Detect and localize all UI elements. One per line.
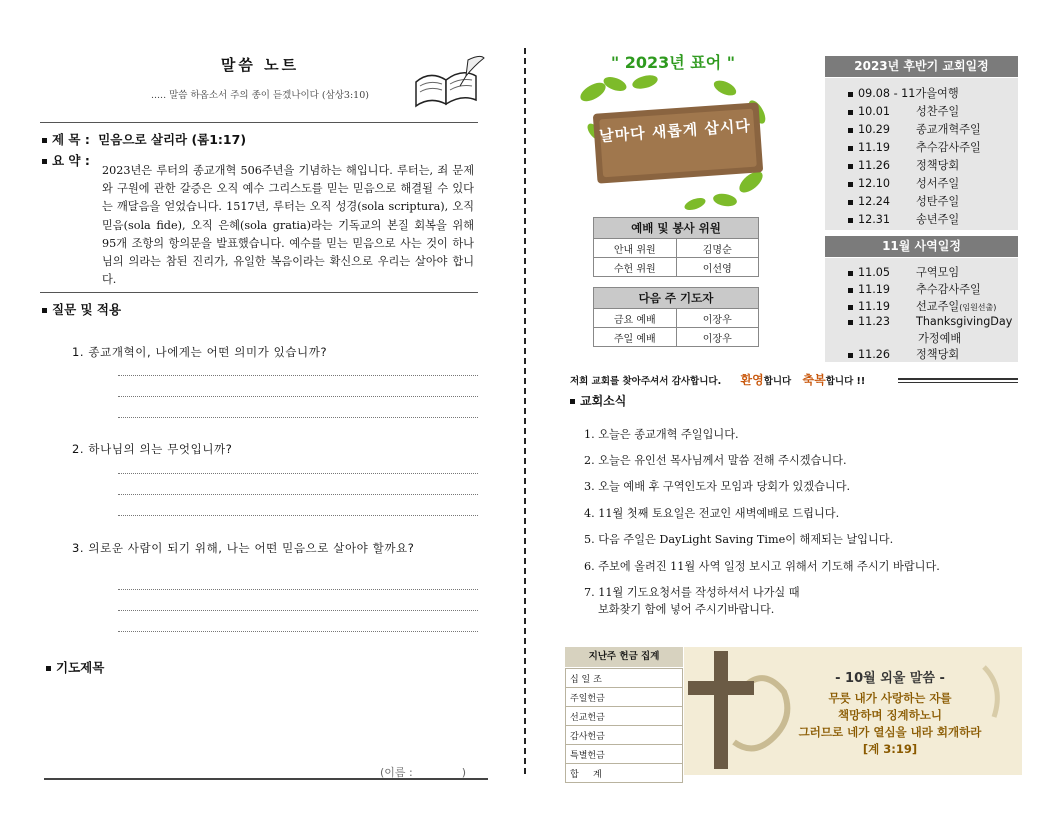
schedule-item: 12.10 성서주일 — [848, 175, 959, 191]
header-verse: ..... 말씀 하옵소서 주의 종이 듣겠나이다 (삼상3:10) — [151, 90, 369, 101]
news-item: 3. 오늘 예배 후 구역인도자 모임과 당회가 있겠습니다. — [584, 480, 851, 493]
news-item: 1. 오늘은 종교개혁 주일입니다. — [584, 428, 739, 441]
schedule-item: 09.08 - 11가을여행 — [848, 85, 959, 101]
service-role-1: 안내 위원 — [594, 239, 677, 258]
welcome-word: 환영 — [740, 373, 764, 387]
news-item: 7. 11월 기도요청서를 작성하셔서 나가실 때 — [584, 586, 800, 599]
prayer-service-2: 주일 예배 — [594, 328, 677, 347]
memory-verse-line: 그러므로 네가 열심을 내라 회개하라 — [798, 725, 982, 739]
service-person-2: 이선영 — [676, 258, 759, 277]
news-item: 5. 다음 주일은 DayLight Saving Time이 해제되는 날입니다. — [584, 533, 894, 546]
questions-heading: 질문 및 적용 — [52, 302, 122, 317]
news-item: 2. 오늘은 유인선 목사님께서 말씀 전해 주시겠습니다. — [584, 454, 847, 467]
summary-label-row — [42, 151, 90, 169]
offering-header: 지난주 헌금 집계 — [565, 647, 683, 667]
fold-divider — [524, 48, 526, 774]
memory-verse-reference: [계 3:19] — [862, 742, 918, 756]
welcome-suffix: 합니다 — [763, 376, 792, 387]
prayer-heading: 기도제목 — [56, 660, 105, 675]
offering-row: 십 일 조 — [566, 669, 683, 688]
schedule-item: 12.31 송년주일 — [848, 211, 959, 227]
service-table — [593, 217, 759, 277]
questions-heading-row — [42, 300, 121, 318]
memory-verse-line: 무릇 내가 사랑하는 자를 — [828, 691, 952, 705]
question-2: 2. 하나님의 의는 무엇입니까? — [72, 442, 233, 456]
memory-verse-title: - 10월 외울 말씀 - — [835, 671, 945, 686]
news-item-continued: 보화찾기 함에 넣어 주시기바랍니다. — [598, 603, 775, 616]
schedule-header: 2023년 후반기 교회일정 — [825, 56, 1018, 77]
prayer-service-1: 금요 예배 — [594, 309, 677, 328]
offering-row: 감사헌금 — [566, 726, 683, 745]
schedule-item: 10.29 종교개혁주일 — [848, 121, 981, 137]
service-person-1: 김명순 — [676, 239, 759, 258]
november-header: 11월 사역일정 — [825, 236, 1018, 257]
prayer-heading-row — [46, 658, 104, 676]
open-book-icon — [408, 52, 488, 112]
prayer-leaders-table — [593, 287, 759, 347]
offering-row: 주일헌금 — [566, 688, 683, 707]
question-3: 3. 의로운 사람이 되기 위해, 나는 어떤 믿음으로 살아야 할까요? — [72, 541, 415, 555]
prayer-person-2: 이장우 — [676, 328, 759, 347]
blessing-word: 축복 — [802, 373, 826, 387]
offering-row: 특별헌금 — [566, 745, 683, 764]
service-header: 예배 및 봉사 위원 — [594, 218, 759, 239]
november-item: 11.23 ThanksgivingDay — [848, 315, 1012, 328]
motto-title: " 2023년 표어 " — [610, 53, 736, 72]
sermon-summary: 2023년은 루터의 종교개혁 506주년을 기념하는 해입니다. 루터는, 죄 문제와 구원에 관한 갈증은 오직 예수 그리스도를 믿는 믿음으로 해결될 수 있다는 깨달음을 얻었습니다. 1517년, 루터는 오직 성경(sola scriptura), 오직 믿음(sola fide), 오직 은혜(sola gratia)라는 기독교의 본질 회복을 위해 95개 조항의 항의문을 발표했습니다. 예수를 믿는 믿음으로 사는 것이 하나님의 의라는 참된 진리가, 유일한 복음이라는 확신으로 우리는 살아야 합니다. — [102, 164, 474, 287]
offering-table — [565, 668, 683, 783]
subject-label: 제 목 : — [52, 132, 90, 147]
november-item: 11.19 선교주일(임원선출) — [848, 298, 996, 314]
offering-row: 합 계 — [566, 764, 683, 783]
schedule-item: 11.26 정책당회 — [848, 157, 959, 173]
news-item: 6. 주보에 올려진 11월 사역 일정 보시고 위해서 기도해 주시기 바랍니다. — [584, 560, 940, 573]
question-1: 1. 종교개혁이, 나에게는 어떤 의미가 있습니까? — [72, 345, 328, 359]
welcome-rule — [898, 378, 1018, 380]
schedule-item: 12.24 성탄주일 — [848, 193, 959, 209]
prayer-person-1: 이장우 — [676, 309, 759, 328]
november-item: 11.26 정책당회 — [848, 346, 959, 362]
page-title: 말씀 노트 — [220, 56, 300, 74]
memory-verse-text — [770, 690, 1010, 758]
motto-text: 날마다 새롭게 삽시다 — [598, 116, 752, 146]
welcome-rule-thin — [898, 382, 1018, 383]
november-item: 11.19 추수감사주일 — [848, 281, 981, 297]
schedule-item: 11.19 추수감사주일 — [848, 139, 981, 155]
news-item: 4. 11월 첫째 토요일은 전교인 새벽예배로 드립니다. — [584, 507, 840, 520]
news-heading-row — [570, 392, 626, 409]
welcome-line — [570, 371, 865, 388]
offering-row: 선교헌금 — [566, 707, 683, 726]
service-role-2: 수헌 위원 — [594, 258, 677, 277]
prayer-leaders-header: 다음 주 기도자 — [594, 288, 759, 309]
subject-row — [42, 130, 246, 148]
welcome-text: 저희 교회를 찾아주셔서 감사합니다. — [570, 376, 722, 387]
news-heading: 교회소식 — [580, 394, 627, 408]
summary-label: 요 약 : — [52, 153, 90, 168]
blessing-suffix: 합니다 !! — [825, 376, 866, 387]
memory-verse-line: 책망하며 징계하노니 — [838, 708, 942, 722]
november-item-note: 가정예배 — [918, 332, 962, 345]
sermon-subject: 믿음으로 살리라 (롬1:17) — [98, 132, 247, 147]
schedule-item: 10.01 성찬주일 — [848, 103, 959, 119]
november-item: 11.05 구역모임 — [848, 264, 959, 280]
name-field[interactable]: (이름 : ) — [380, 766, 466, 779]
